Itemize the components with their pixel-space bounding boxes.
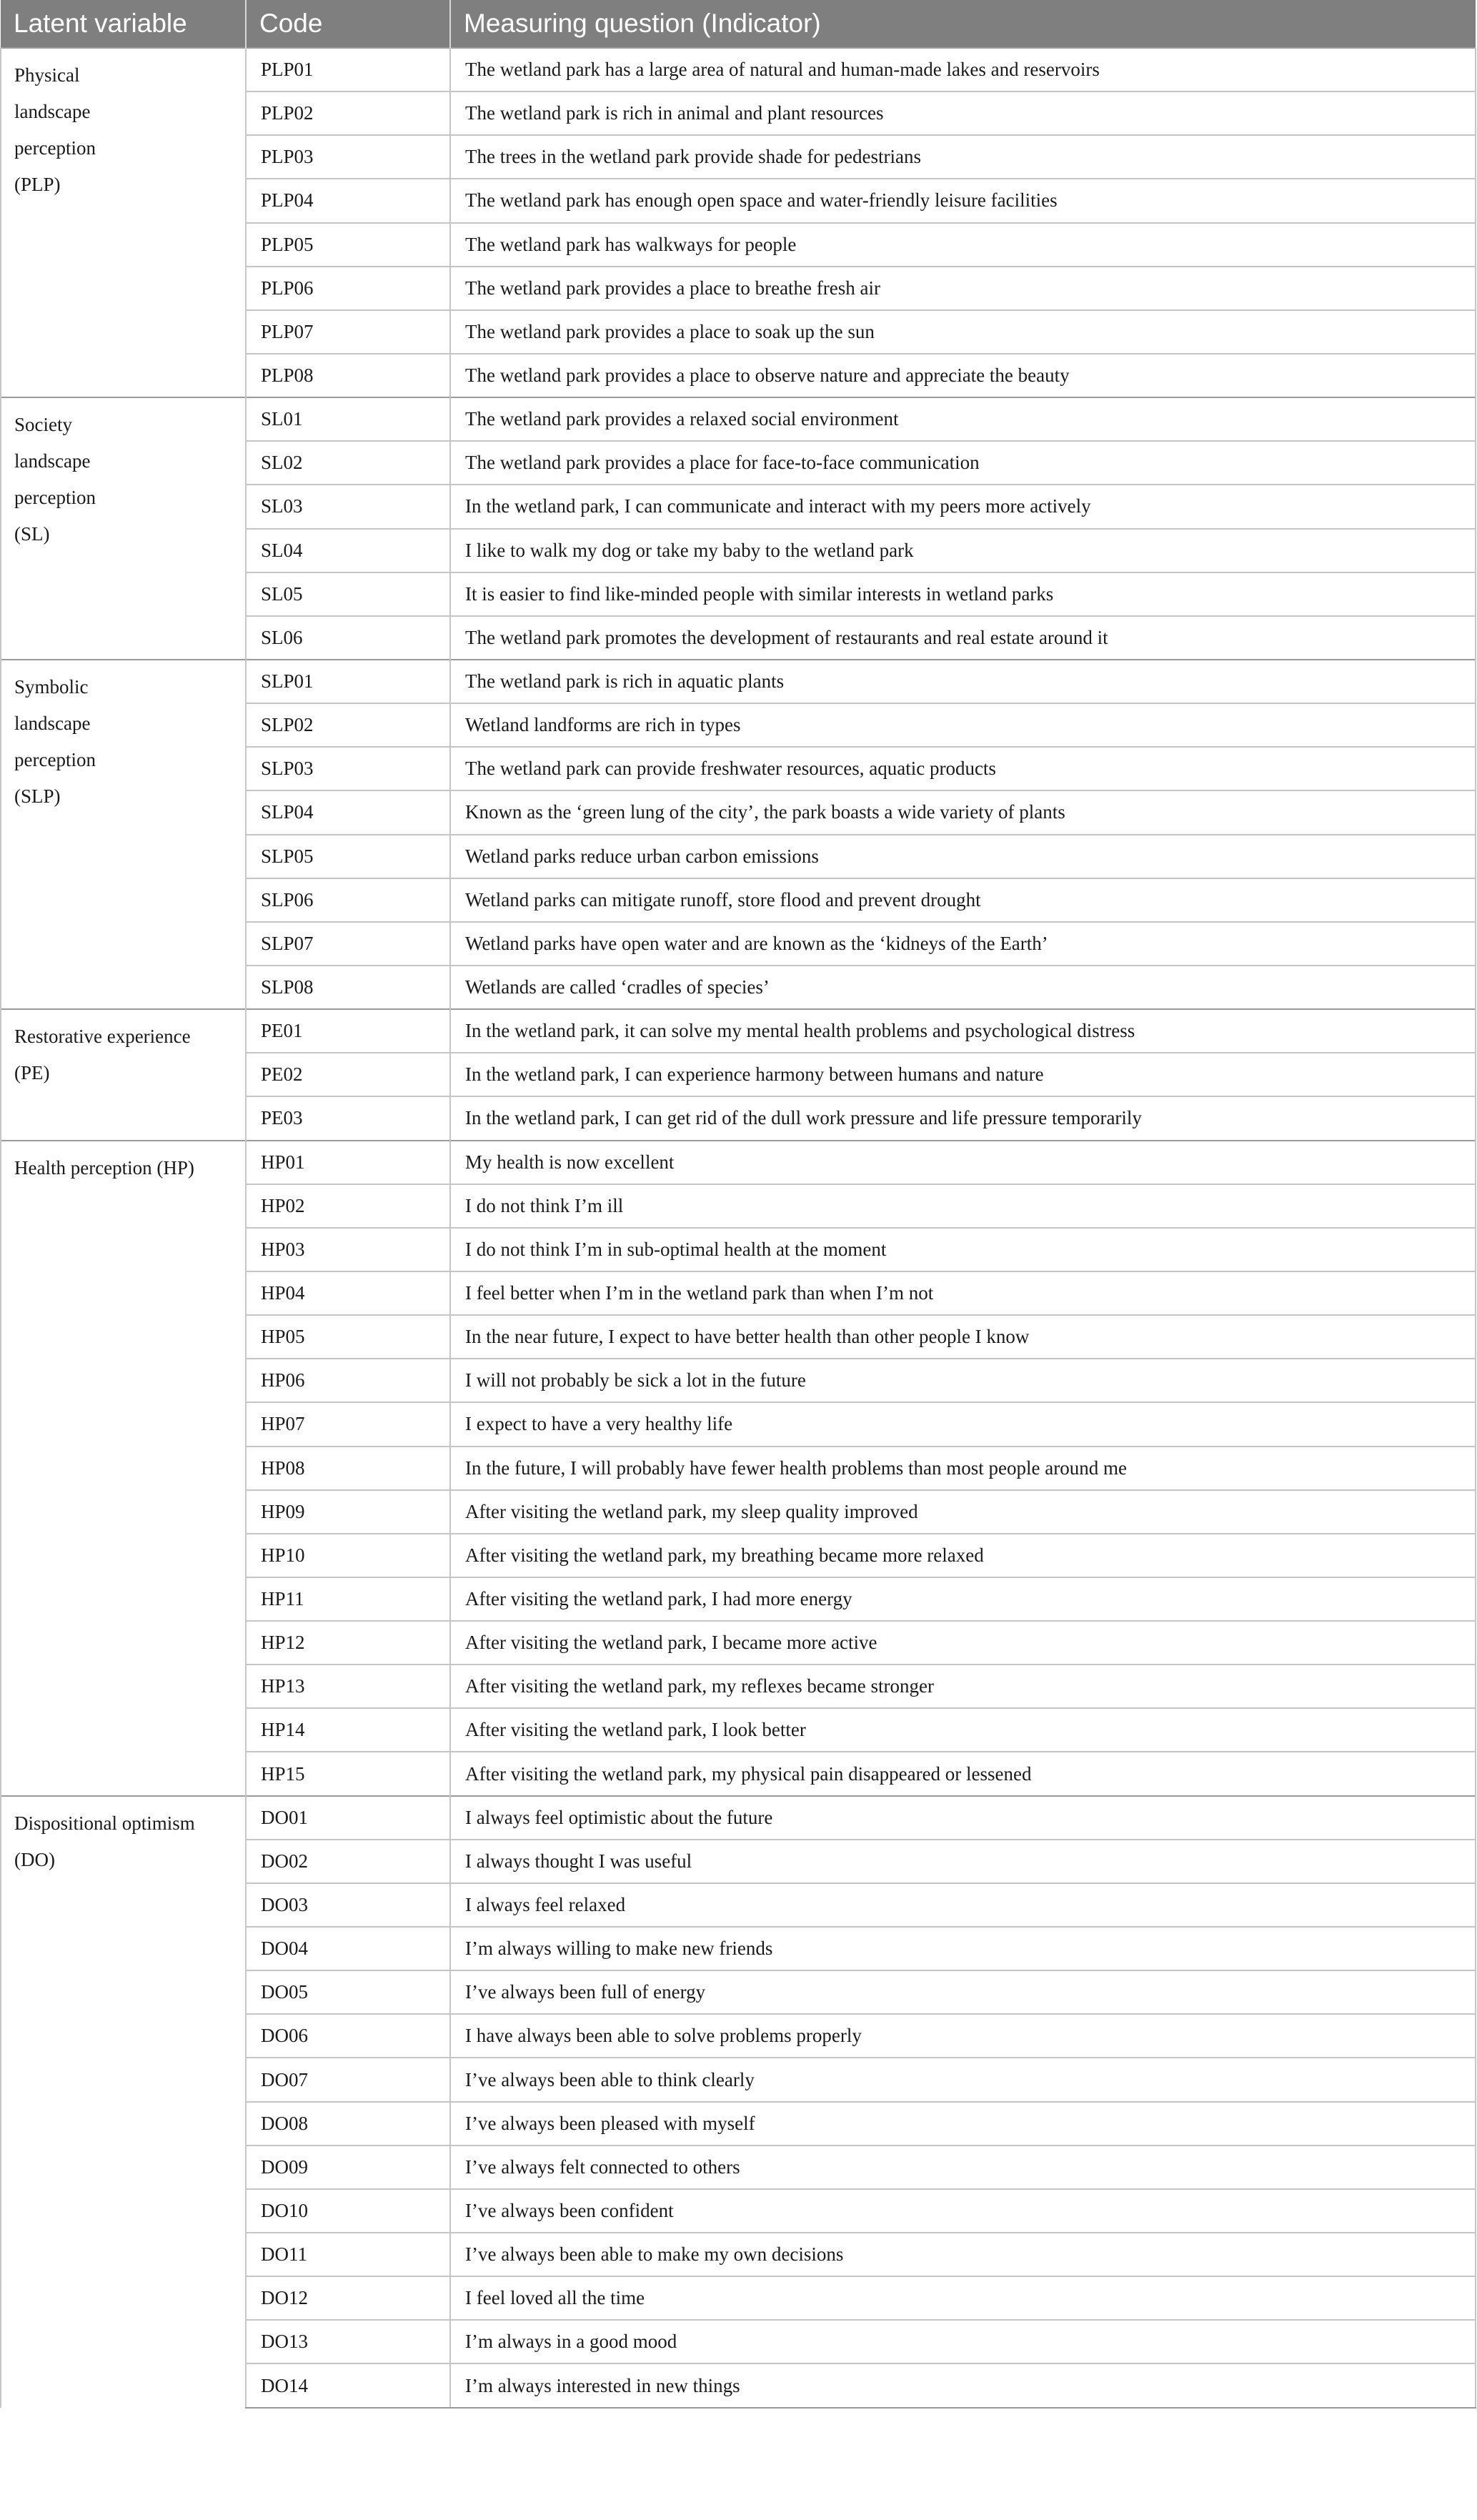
latent-variable-label: perception <box>14 137 96 159</box>
code-cell: HP03 <box>246 1228 450 1271</box>
code-cell: SLP04 <box>246 790 450 834</box>
latent-variable-label: (SLP) <box>14 785 61 807</box>
header-question: Measuring question (Indicator) <box>450 0 1476 48</box>
code-cell: HP01 <box>246 1141 450 1184</box>
question-cell: Wetland landforms are rich in types <box>450 703 1476 747</box>
question-cell: The wetland park promotes the development of restaurants and real estate around it <box>450 616 1476 660</box>
question-cell: The trees in the wetland park provide shade for pedestrians <box>450 135 1476 179</box>
question-cell: I’ve always been confident <box>450 2189 1476 2233</box>
code-cell: HP08 <box>246 1447 450 1490</box>
question-cell: The wetland park is rich in animal and plant resources <box>450 91 1476 135</box>
question-cell: I like to walk my dog or take my baby to the wetland park <box>450 529 1476 572</box>
latent-variable-label: (PLP) <box>14 174 61 195</box>
code-cell: SLP07 <box>246 922 450 966</box>
question-cell: The wetland park has walkways for people <box>450 223 1476 267</box>
question-cell: I always feel optimistic about the future <box>450 1796 1476 1840</box>
question-cell: The wetland park provides a place for face-to-face communication <box>450 441 1476 485</box>
code-cell: HP07 <box>246 1402 450 1446</box>
code-cell: SL01 <box>246 397 450 441</box>
latent-variable-cell <box>1 1009 246 1140</box>
latent-variable-label: (SL) <box>14 523 50 545</box>
latent-variable-label: landscape <box>14 712 91 734</box>
question-cell: I’m always in a good mood <box>450 2320 1476 2363</box>
question-cell: I always feel relaxed <box>450 1883 1476 1927</box>
code-cell: DO05 <box>246 1970 450 2014</box>
question-cell: It is easier to find like-minded people with similar interests in wetland parks <box>450 572 1476 616</box>
question-cell: After visiting the wetland park, I had more energy <box>450 1577 1476 1621</box>
code-cell: DO11 <box>246 2233 450 2276</box>
question-cell: In the wetland park, I can get rid of the dull work pressure and life pressure temporarily <box>450 1096 1476 1140</box>
question-cell: My health is now excellent <box>450 1141 1476 1184</box>
question-cell: I will not probably be sick a lot in the future <box>450 1359 1476 1402</box>
table-body <box>1 48 1476 2408</box>
question-cell: The wetland park has enough open space and water-friendly leisure facilities <box>450 179 1476 222</box>
question-cell: In the wetland park, I can experience harmony between humans and nature <box>450 1053 1476 1096</box>
latent-variable-cell <box>1 1796 246 2408</box>
latent-variable-label: Restorative experience <box>14 1026 191 1048</box>
question-cell: The wetland park provides a place to breathe fresh air <box>450 267 1476 310</box>
latent-variable-cell <box>1 1141 246 1796</box>
code-cell: SL04 <box>246 529 450 572</box>
code-cell: HP11 <box>246 1577 450 1621</box>
code-cell: HP02 <box>246 1184 450 1228</box>
question-cell: In the near future, I expect to have better health than other people I know <box>450 1315 1476 1359</box>
latent-variable-label: perception <box>14 748 96 770</box>
question-cell: In the wetland park, I can communicate and interact with my peers more actively <box>450 485 1476 528</box>
question-cell: Wetland parks have open water and are known as the ‘kidneys of the Earth’ <box>450 922 1476 966</box>
question-cell: The wetland park provides a relaxed social environment <box>450 397 1476 441</box>
header-code: Code <box>246 0 450 48</box>
code-cell: DO14 <box>246 2363 450 2407</box>
code-cell: DO09 <box>246 2146 450 2189</box>
code-cell: HP13 <box>246 1665 450 1708</box>
code-cell: DO02 <box>246 1840 450 1883</box>
latent-variable-label: landscape <box>14 101 91 122</box>
table-row <box>1 1009 1476 1053</box>
table-row <box>1 1796 1476 1840</box>
code-cell: SLP05 <box>246 835 450 878</box>
table-row <box>1 397 1476 441</box>
table-row <box>1 1141 1476 1184</box>
code-cell: PLP04 <box>246 179 450 222</box>
header-row <box>1 0 1476 48</box>
code-cell: DO13 <box>246 2320 450 2363</box>
code-cell: PLP02 <box>246 91 450 135</box>
code-cell: PLP08 <box>246 354 450 397</box>
code-cell: DO10 <box>246 2189 450 2233</box>
question-cell: The wetland park is rich in aquatic plants <box>450 660 1476 703</box>
question-cell: I’ve always felt connected to others <box>450 2146 1476 2189</box>
code-cell: PLP06 <box>246 267 450 310</box>
latent-variable-label: Symbolic <box>14 675 89 698</box>
code-cell: HP05 <box>246 1315 450 1359</box>
question-cell: Wetland parks reduce urban carbon emissions <box>450 835 1476 878</box>
question-cell: In the future, I will probably have fewer health problems than most people around me <box>450 1447 1476 1490</box>
question-cell: I’ve always been able to think clearly <box>450 2058 1476 2101</box>
question-cell: I’ve always been able to make my own decisions <box>450 2233 1476 2276</box>
question-cell: In the wetland park, it can solve my mental health problems and psychological distress <box>450 1009 1476 1053</box>
code-cell: HP10 <box>246 1534 450 1577</box>
code-cell: SLP02 <box>246 703 450 747</box>
question-cell: I’ve always been pleased with myself <box>450 2102 1476 2146</box>
question-cell: I’ve always been full of energy <box>450 1970 1476 2014</box>
latent-variable-label: Dispositional optimism <box>14 1812 195 1834</box>
latent-variable-label: Physical <box>14 64 80 86</box>
table-row <box>1 48 1476 91</box>
code-cell: SLP03 <box>246 747 450 790</box>
latent-variable-label: Health perception (HP) <box>14 1156 194 1179</box>
latent-variable-label: landscape <box>14 450 91 472</box>
header-latent-variable: Latent variable <box>1 0 246 48</box>
question-cell: Known as the ‘green lung of the city’, the park boasts a wide variety of plants <box>450 790 1476 834</box>
code-cell: PE03 <box>246 1096 450 1140</box>
code-cell: DO12 <box>246 2276 450 2320</box>
code-cell: PE01 <box>246 1009 450 1053</box>
code-cell: DO03 <box>246 1883 450 1927</box>
question-cell: After visiting the wetland park, my breathing became more relaxed <box>450 1534 1476 1577</box>
question-cell: After visiting the wetland park, my sleep quality improved <box>450 1490 1476 1534</box>
question-cell: Wetland parks can mitigate runoff, store flood and prevent drought <box>450 878 1476 922</box>
latent-variable-cell <box>1 397 246 660</box>
question-cell: After visiting the wetland park, my physical pain disappeared or lessened <box>450 1752 1476 1795</box>
question-cell: I feel better when I’m in the wetland park than when I’m not <box>450 1271 1476 1315</box>
code-cell: SLP01 <box>246 660 450 703</box>
code-cell: HP06 <box>246 1359 450 1402</box>
code-cell: DO01 <box>246 1796 450 1840</box>
latent-variable-label: perception <box>14 487 96 509</box>
code-cell: DO07 <box>246 2058 450 2101</box>
question-cell: I’m always willing to make new friends <box>450 1927 1476 1970</box>
question-cell: After visiting the wetland park, I became more active <box>450 1621 1476 1665</box>
question-cell: I always thought I was useful <box>450 1840 1476 1883</box>
question-cell: The wetland park provides a place to observe nature and appreciate the beauty <box>450 354 1476 397</box>
code-cell: SLP08 <box>246 966 450 1009</box>
code-cell: HP14 <box>246 1708 450 1752</box>
latent-variable-cell <box>1 660 246 1009</box>
code-cell: SLP06 <box>246 878 450 922</box>
question-cell: Wetlands are called ‘cradles of species’ <box>450 966 1476 1009</box>
question-cell: I do not think I’m in sub-optimal health at the moment <box>450 1228 1476 1271</box>
code-cell: PLP01 <box>246 48 450 91</box>
question-cell: I’m always interested in new things <box>450 2363 1476 2407</box>
code-cell: HP09 <box>246 1490 450 1534</box>
code-cell: SL03 <box>246 485 450 528</box>
question-cell: I do not think I’m ill <box>450 1184 1476 1228</box>
code-cell: DO08 <box>246 2102 450 2146</box>
code-cell: HP12 <box>246 1621 450 1665</box>
code-cell: PE02 <box>246 1053 450 1096</box>
code-cell: DO04 <box>246 1927 450 1970</box>
question-cell: I have always been able to solve problems properly <box>450 2014 1476 2058</box>
question-cell: The wetland park provides a place to soak up the sun <box>450 310 1476 354</box>
code-cell: SL05 <box>246 572 450 616</box>
question-cell: I expect to have a very healthy life <box>450 1402 1476 1446</box>
code-cell: SL02 <box>246 441 450 485</box>
question-cell: The wetland park has a large area of natural and human-made lakes and reservoirs <box>450 48 1476 91</box>
code-cell: HP15 <box>246 1752 450 1795</box>
code-cell: PLP07 <box>246 310 450 354</box>
question-cell: I feel loved all the time <box>450 2276 1476 2320</box>
code-cell: DO06 <box>246 2014 450 2058</box>
code-cell: HP04 <box>246 1271 450 1315</box>
code-cell: SL06 <box>246 616 450 660</box>
latent-variable-label: (PE) <box>14 1062 50 1084</box>
question-cell: After visiting the wetland park, I look better <box>450 1708 1476 1752</box>
code-cell: PLP05 <box>246 223 450 267</box>
latent-variable-label: (DO) <box>14 1848 55 1870</box>
question-cell: After visiting the wetland park, my reflexes became stronger <box>450 1665 1476 1708</box>
latent-variable-cell <box>1 48 246 397</box>
code-cell: PLP03 <box>246 135 450 179</box>
latent-variable-label: Society <box>14 414 72 436</box>
table-row <box>1 660 1476 703</box>
question-cell: The wetland park can provide freshwater resources, aquatic products <box>450 747 1476 790</box>
